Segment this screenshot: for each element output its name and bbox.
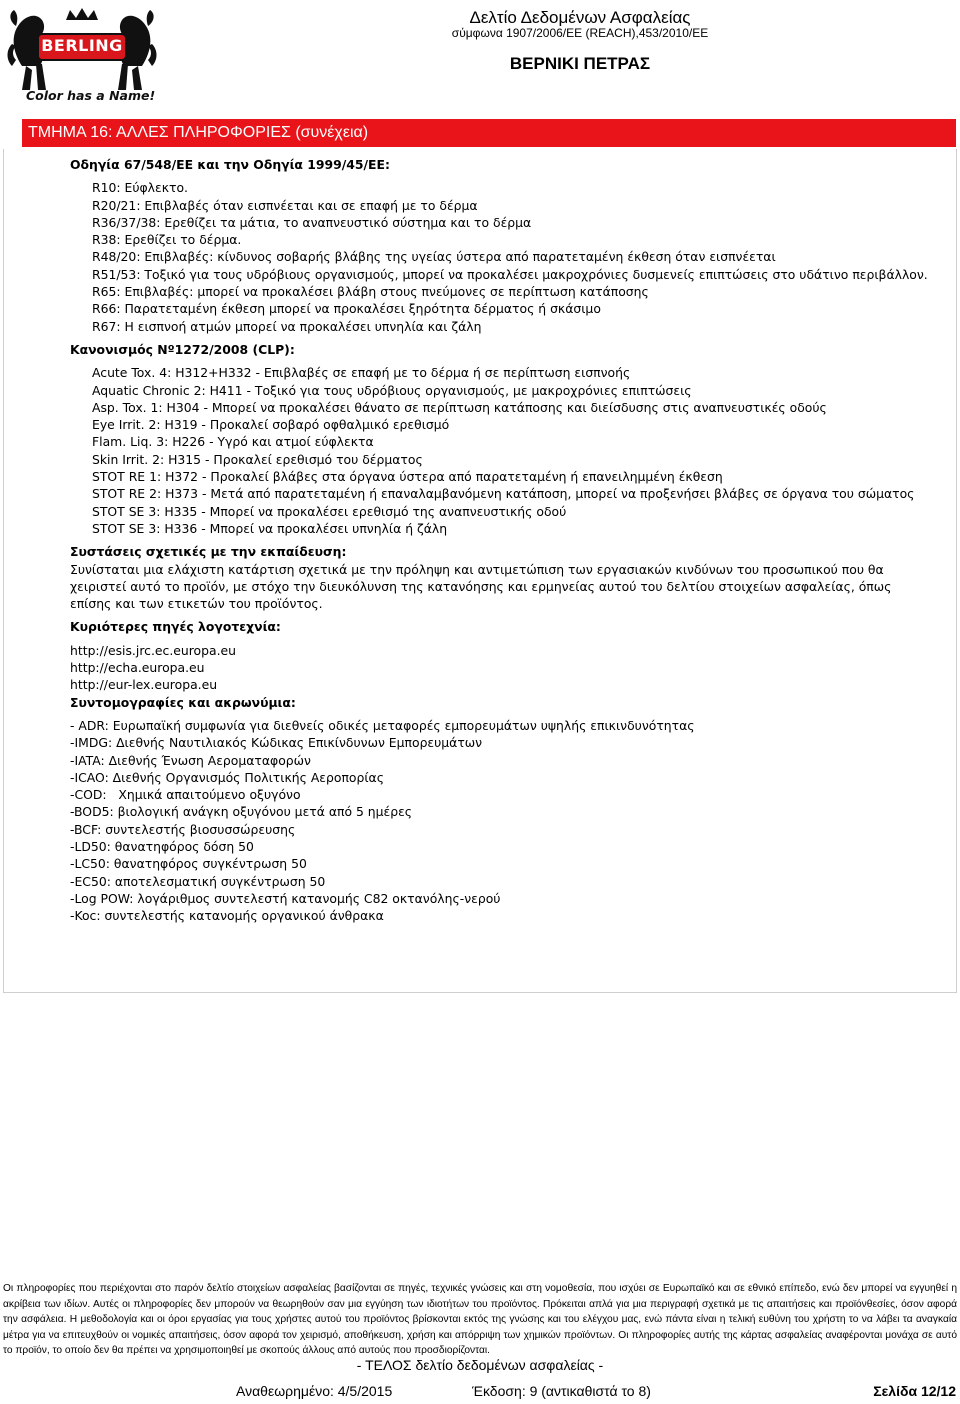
regulation-reference: σύμφωνα 1907/2006/ΕΕ (REACH),453/2010/ΕΕ: [451, 26, 709, 40]
list-item: Asp. Tox. 1: H304 - Μπορεί να προκαλέσει θάνατο σε περίπτωση κατάποσης και διείσδυσης στις αναπνευστικές οδούς: [92, 399, 827, 415]
list-item: -LD50: θανατηφόρος δόση 50: [70, 838, 254, 854]
logo-tagline: Color has a Name!: [26, 88, 156, 103]
list-item: -COD: Χημικά απαιτούμενο οξυγόνο: [70, 787, 301, 803]
logo-wordmark: BERLING: [41, 36, 123, 55]
list-item: -BOD5: βιολογική ανάγκη οξυγόνου μετά από 5 ημέρες: [70, 804, 413, 820]
list-item: Flam. Liq. 3: H226 - Υγρό και ατμοί εύφλεκτα: [92, 434, 374, 450]
sources-heading: Κυριότερες πηγές λογοτεχνία:: [70, 619, 281, 635]
list-item: -Koc: συντελεστής κατανομής οργανικού άνθρακα: [70, 908, 384, 924]
source-link[interactable]: http://eur-lex.europa.eu: [70, 677, 218, 693]
clp-list: [70, 364, 930, 537]
list-item: -IATA: Διεθνής Ένωση Αεροματαφορών: [70, 752, 311, 768]
list-item: -EC50: αποτελεσματική συγκέντρωση 50: [70, 873, 326, 889]
revision-date: Αναθεωρημένο: 4/5/2015: [236, 1383, 393, 1399]
product-name: ΒΕΡΝΙΚΙ ΠΕΤΡΑΣ: [509, 54, 651, 73]
crown-icon: [66, 8, 98, 20]
list-item: STOT RE 1: H372 - Προκαλεί βλάβες στα όργανα ύστερα από παρατεταμένη ή επανειλημμένη έκθεση: [92, 469, 723, 485]
list-item: -ICAO: Διεθνής Οργανισμός Πολιτικής Αεροπορίας: [70, 769, 384, 785]
list-item: STOT RE 2: H373 - Μετά από παρατεταμένη ή επαναλαμβανόμενη κατάποση, μπορεί να προξενήσει βλάβες σε όργανα του σώματος: [92, 486, 915, 502]
issue-number: Έκδοση: 9 (αντικαθιστά το 8): [472, 1383, 651, 1399]
list-item: Eye Irrit. 2: H319 - Προκαλεί σοβαρό οφθαλμικό ερεθισμό: [92, 417, 450, 433]
list-item: STOT SE 3: H335 - Μπορεί να προκαλέσει ερεθισμό της αναπνευστικής οδού: [92, 503, 567, 519]
list-item: -IMDG: Διεθνής Ναυτιλιακός Κώδικας Επικίνδυνων Εμπορευμάτων: [70, 735, 483, 751]
list-item: R48/20: Επιβλαβές: κίνδυνος σοβαρής βλάβης της υγείας ύστερα από παρατεταμένη έκθεση όταν εισπνέεται: [92, 249, 776, 265]
list-item: R66: Παρατεταμένη έκθεση μπορεί να προκαλέσει ξηρότητα δέρματος ή σκάσιμο: [92, 301, 601, 317]
source-link[interactable]: http://esis.jrc.ec.europa.eu: [70, 642, 237, 658]
list-item: -BCF: συντελεστής βιοσυσσώρευσης: [70, 821, 296, 837]
list-item: Aquatic Chronic 2: H411 - Τοξικό για τους υδρόβιους οργανισμούς, με μακροχρόνιες επιπτώσεις: [92, 382, 692, 398]
directive-list: [70, 179, 930, 335]
abbreviations-list: [70, 717, 930, 925]
training-text: Συνίσταται μια ελάχιστη κατάρτιση σχετικά με την πρόληψη και αντιμετώπιση των εργασιακών κινδύνων του προσωπικού που θα χειριστεί αυτό το προϊόν, με στόχο την διευκόλυνση της κατανόησης και ερμηνείας αυτού του δελτίου στοιχείων ασφαλείας, όπως επίσης και των ετικετών του προϊόντος.: [70, 561, 892, 612]
list-item: R67: Η εισπνοή ατμών μπορεί να προκαλέσει υπνηλία και ζάλη: [92, 318, 482, 334]
clp-heading: Κανονισμός Nº1272/2008 (CLP):: [70, 341, 295, 357]
directive-heading: Οδηγία 67/548/ΕΕ και την Οδηγία 1999/45/ΕΕ:: [70, 157, 390, 172]
list-item: -Log POW: λογάριθμος συντελεστή κατανομής C82 οκτανόλης-νερού: [70, 890, 501, 906]
berling-logo: [4, 4, 160, 104]
list-item: Skin Irrit. 2: H315 - Προκαλεί ερεθισμό του δέρματος: [92, 451, 423, 467]
list-item: Acute Tox. 4: H312+H332 - Επιβλαβές σε επαφή με το δέρμα ή σε περίπτωση εισπνοής: [92, 365, 631, 381]
list-item: STOT SE 3: H336 - Μπορεί να προκαλέσει υπνηλία ή ζάλη: [92, 520, 448, 536]
list-item: R51/53: Τοξικό για τους υδρόβιους οργανισμούς, μπορεί να προκαλέσει μακροχρόνιες δυσμενείς επιπτώσεις στο υδάτινο περιβάλλον.: [92, 266, 928, 282]
footer-disclaimer: Οι πληροφορίες που περιέχονται στο παρόν δελτίο στοιχείων ασφαλείας βασίζονται σε πηγές, τεχνικές γνώσεις και στη νομοθεσία, που ισχύει σε Ευρωπαϊκό και σε εθνικό επίπεδο, ενώ δεν μπορεί να εγγυηθεί η ακρίβεια των ιδίων. Αυτές οι πληροφορίες δεν μπορούν να θεωρηθούν σαν μια εγγύηση των ιδιοτήτων του προϊόντος. Πρόκειται απλά για μια περιγραφή σχετικά με τις απαιτήσεις και προϊόνθεσίες, όσον αφορά την ασφάλεια. Η μεθοδολογία και οι όροι εργασίας για τους χρήστες αυτού του προϊόντος βρίσκονται εκτός της γνώσης και του ελέγχου μας, ενώ πάντα είναι η τελική ευθύνη του χρήστη το να λάβει τα αναγκαία μέτρα για να επιτευχθούν οι νομικές απαιτήσεις, όσον αφορά τον χειρισμό, αποθήκευση, χρήση και απόρριψη των χημικών προϊόντων. Οι πληροφορίες αυτής της κάρτας ασφαλείας αναφέρονται μονάχα σε αυτό το προϊόν, το οποίο δεν θα πρέπει να χρησιμοποιηθεί με σκοπούς άλλους από αυτούς που προσδιορίζονται.: [3, 1283, 957, 1356]
source-link[interactable]: http://echa.europa.eu: [70, 660, 205, 676]
end-of-document: - ΤΕΛΟΣ δελτίο δεδομένων ασφαλείας -: [356, 1357, 604, 1373]
section-content: [70, 156, 930, 924]
list-item: R10: Εύφλεκτο.: [92, 180, 188, 196]
list-item: - ADR: Ευρωπαϊκή συμφωνία για διεθνείς οδικές μεταφορές εμπορευμάτων υψηλής επικινδυνότητας: [70, 717, 695, 733]
section-header: ΤΜΗΜΑ 16: ΑΛΛΕΣ ΠΛΗΡΟΦΟΡΙΕΣ (συνέχεια): [22, 119, 956, 147]
list-item: R65: Επιβλαβές: μπορεί να προκαλέσει βλάβη στους πνεύμονες σε περίπτωση κατάποσης: [92, 284, 649, 300]
list-item: R20/21: Επιβλαβές όταν εισπνέεται και σε επαφή με το δέρμα: [92, 197, 478, 213]
abbreviations-heading: Συντομογραφίες και ακρωνύμια:: [70, 694, 296, 710]
list-item: -LC50: θανατηφόρος συγκέντρωση 50: [70, 856, 307, 872]
training-heading: Συστάσεις σχετικές με την εκπαίδευση:: [70, 544, 347, 560]
page-number: Σελίδα 12/12: [873, 1383, 956, 1399]
list-item: R36/37/38: Ερεθίζει τα μάτια, το αναπνευστικό σύστημα και το δέρμα: [92, 214, 532, 230]
list-item: R38: Ερεθίζει το δέρμα.: [92, 232, 242, 248]
document-title: Δελτίο Δεδομένων Ασφαλείας: [469, 8, 691, 27]
